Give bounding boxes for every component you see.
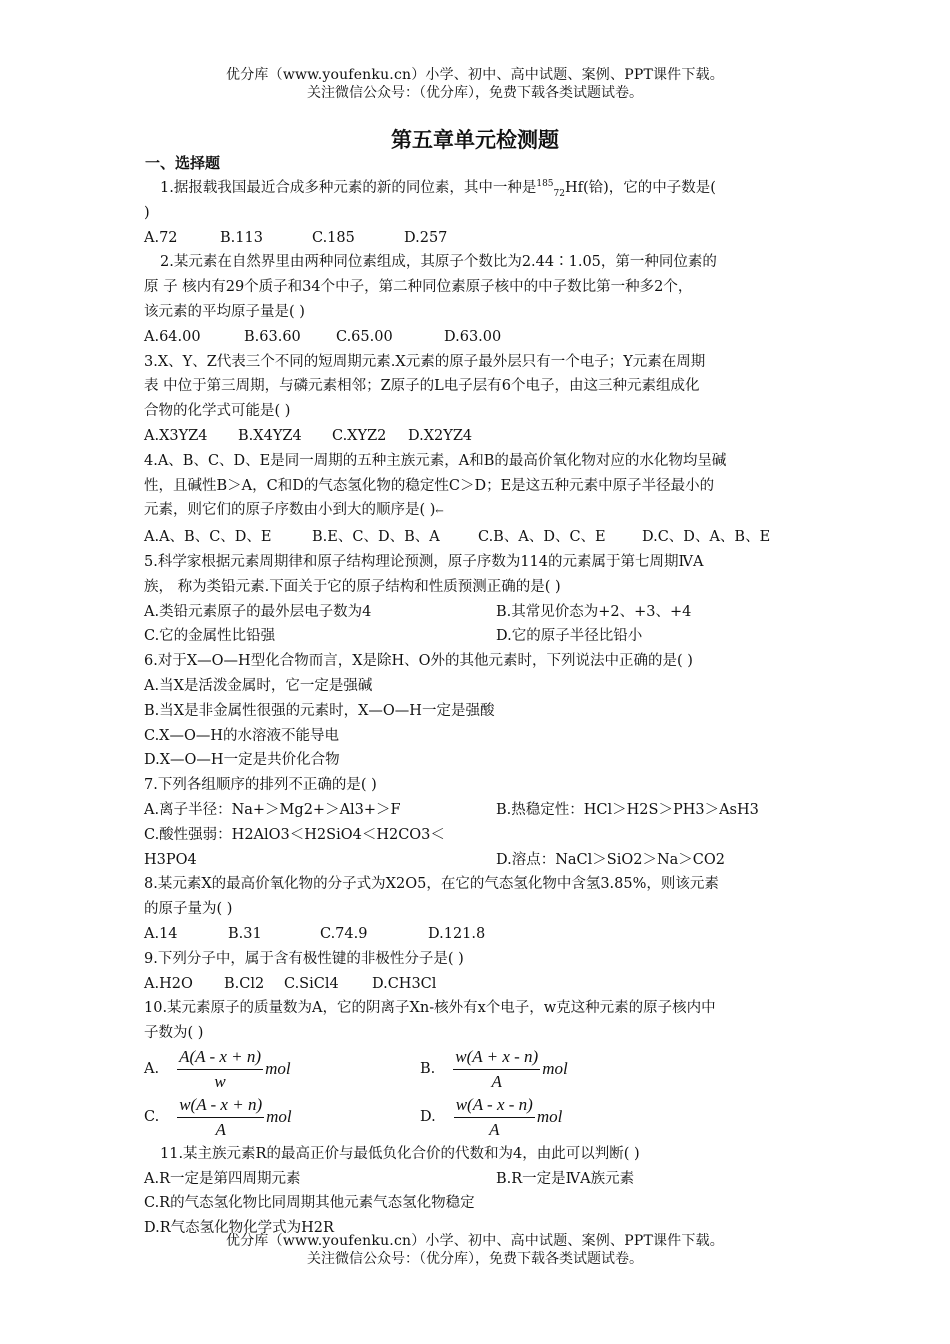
fraction: $\frac{A(A - x + n)}{w}$ xyxy=(179,1047,262,1092)
question-list: 1.据报载我国最近合成多种元素的新的同位素，其中一种是$^{185}_{72}$Hf(铪)，它的中子数是( ) A.72 B.113 C.185 D.257 2.某元素在自然界里由两种同位素组成，其原子个数比为2.44∶1.05，第一种同位素的 原 子 核内有29个质子和34个中子，第二种同位素原子核中的中子数比第一种多2个， 该元素的平均原子量是( ) A.64.00 B.63.60 C.65.00 D.63.00 3.X、Y、Z代表三个不同的短周期元素.X元素的原子最外层只有一个电子；Y元素在周期 表 中位于第三周期，与磷元素相邻；Z原子的L电子层有6个电子，由这三种元素组成化 合物的化学式可能是( ) A.X3YZ4 B.X4YZ4 C.XYZ2 D.X2YZ4 4.A、B、C、D、E是同一周期的五种主族元素，A和B的最高价氧化物对应的水化物均呈碱 性，且碱性B＞A，C和D的气态氢化物的稳定性C＞D；E是这五种元素中原子半径最小的 元素，则它们的原子序数由小到大的顺序是( )← A.A、B、C、D、E B.E、C、D、B、A C.B、A、D、C、E D.C、D、A、B、E 5.科学家根据元素周期律和原子结构理论预测，原子序数为114的元素属于第七周期ⅣA 族， 称为类铅元素.下面关于它的原子结构和性质预测正确的是( ) A.类铅元素原子的最外层电子数为4 B.其常见价态为+2、+3、+4 C.它的金属性比铅强 D.它的原子半径比铅小 6.对于X—O—H型化合物而言，X是除H、O外的其他元素时，下列说法中正确的是( ) A.当X是活泼金属时，它一定是强碱 B.当X是非金属性很强的元素时，X—O—H一定是强酸 C.X—O—H的水溶液不能导电 D.X—O—H一定是共价化合物 7.下列各组顺序的排列不正确的是( ) A.离子半径：Na+＞Mg2+＞Al3+＞F B.热稳定性：HCl＞H2S＞PH3＞AsH3 C.酸性强弱：H2AlO3＜H2SiO4＜H2CO3＜H3PO4 D.溶点：NaCl＞SiO2＞Na＞CO2 8.某元素X的最高价氧化物的分子式为X2O5，在它的气态氢化物中含氢3.85%，则该元素 的原子量为( ) A.14 B.31 C.74.9 D.121.8 9.下列分子中，属于含有极性键的非极性分子是( ) A.H2O B.Cl2 C.SiCl4 D.CH3Cl 10.某元素原子的质量数为A，它的阴离子Xn-核外有x个电子，w克这种元素的原子核内中 子数为( ) A. $\frac{A(A - x + n)}{w}$ mol B. $\frac{w(A + x - n)}{A}$ mol C. $\frac{w(A - x + n)}{A}$ mol D. $\frac{w(A - x - n)}{A}$ mol 11.某主族元素R的最高正价与最低负化合价的代数和为4，由此可以判断( ) A.R一定是第四周期元素 B.R一定是ⅣA族元素 C.R的气态氢化物比同周期其他元素气态氢化物稳定 D.R气态氢化物化学式为H2R xyxy=(144,176,812,1241)
question-10-options-ab xyxy=(144,1046,812,1094)
question-4: 4.A、B、C、D、E是同一周期的五种主族元素，A和B的最高价氧化物对应的水化物均呈碱 xyxy=(144,452,727,469)
section-heading: 一、选择题 xyxy=(145,154,221,172)
option-b[interactable]: B.当X是非金属性很强的元素时，X—O—H一定是强酸 xyxy=(144,702,495,719)
page-header xyxy=(0,66,950,102)
option-c[interactable]: C.65.00 xyxy=(336,328,393,345)
edit-mark: ← xyxy=(435,506,444,518)
option-d[interactable]: D. $\frac{w(A - x - n)}{A}$ mol xyxy=(420,1095,563,1140)
header-line-2: 关注微信公众号：（优分库），免费下载各类试题试卷。 xyxy=(307,85,643,101)
option-c[interactable]: C.它的金属性比铅强 xyxy=(144,628,276,645)
question-11: 11.某主族元素R的最高正价与最低负化合价的代数和为4，由此可以判断( ) xyxy=(160,1145,640,1162)
option-c[interactable]: C.X—O—H的水溶液不能导电 xyxy=(144,727,340,744)
option-b[interactable]: B.热稳定性：HCl＞H2S＞PH3＞AsH3 xyxy=(496,801,759,818)
option-d[interactable]: D.溶点：NaCl＞SiO2＞Na＞CO2 xyxy=(496,851,726,868)
option-a[interactable]: A.64.00 xyxy=(144,328,201,345)
question-4-options xyxy=(144,525,812,550)
option-b[interactable]: B.63.60 xyxy=(244,328,301,345)
option-b[interactable]: B.31 xyxy=(228,925,262,942)
option-a[interactable]: A.H2O xyxy=(144,975,193,992)
option-b[interactable]: B.113 xyxy=(220,229,263,246)
option-d[interactable]: D.63.00 xyxy=(444,328,502,345)
fraction: $\frac{w(A + x - n)}{A}$ xyxy=(455,1047,539,1092)
question-6: 6.对于X—O—H型化合物而言，X是除H、O外的其他元素时，下列说法中正确的是( ) xyxy=(144,653,693,670)
option-d[interactable]: D.C、D、A、B、E xyxy=(642,529,771,546)
option-c[interactable]: C.XYZ2 xyxy=(332,427,387,444)
option-c[interactable]: C.74.9 xyxy=(320,925,368,942)
question-7: 7.下列各组顺序的排列不正确的是( ) xyxy=(144,777,377,794)
option-b[interactable]: B.E、C、D、B、A xyxy=(312,529,440,546)
header-line-1: 优分库（www.youfenku.cn）小学、初中、高中试题、案例、PPT课件下载。 xyxy=(226,67,724,83)
option-a[interactable]: A. $\frac{A(A - x + n)}{w}$ mol xyxy=(144,1047,291,1092)
question-9-options xyxy=(144,972,812,997)
question-10-options-cd xyxy=(144,1094,812,1142)
option-d[interactable]: D.它的原子半径比铅小 xyxy=(496,628,643,645)
fraction: $\frac{w(A - x - n)}{A}$ xyxy=(455,1095,533,1140)
option-d[interactable]: D.X2YZ4 xyxy=(408,427,473,444)
option-b[interactable]: B.R一定是ⅣA族元素 xyxy=(496,1170,635,1187)
option-c[interactable]: C. $\frac{w(A - x + n)}{A}$ mol xyxy=(144,1095,292,1140)
question-1-options xyxy=(144,226,812,251)
question-8: 8.某元素X的最高价氧化物的分子式为X2O5，在它的气态氢化物中含氢3.85%，则该元素 xyxy=(144,876,719,893)
option-d[interactable]: D.X—O—H一定是共价化合物 xyxy=(144,752,340,769)
page-footer xyxy=(0,1232,950,1268)
option-b[interactable]: B.Cl2 xyxy=(224,975,265,992)
question-1: 1.据报载我国最近合成多种元素的新的同位素，其中一种是$^{185}_{72}$Hf(铪)，它的中子数是( xyxy=(160,179,716,199)
question-1-cont: ) xyxy=(144,204,150,221)
option-a[interactable]: A.72 xyxy=(144,229,178,246)
option-b[interactable]: B.X4YZ4 xyxy=(238,427,302,444)
option-a[interactable]: A.离子半径：Na+＞Mg2+＞Al3+＞F xyxy=(144,801,401,818)
option-a[interactable]: A.R一定是第四周期元素 xyxy=(144,1170,301,1187)
question-3: 3.X、Y、Z代表三个不同的短周期元素.X元素的原子最外层只有一个电子；Y元素在周期 xyxy=(144,353,706,370)
fraction: $\frac{w(A - x + n)}{A}$ xyxy=(179,1095,263,1140)
page-title: 第五章单元检测题 xyxy=(391,127,559,152)
option-c[interactable]: C.185 xyxy=(312,229,355,246)
option-d[interactable]: D.CH3Cl xyxy=(372,975,437,992)
question-2: 2.某元素在自然界里由两种同位素组成，其原子个数比为2.44∶1.05，第一种同位素的 xyxy=(160,254,717,271)
option-a[interactable]: A.X3YZ4 xyxy=(144,427,208,444)
option-c[interactable]: C.酸性强弱：H2AlO3＜H2SiO4＜H2CO3＜H3PO4 xyxy=(144,826,445,868)
option-b[interactable]: B. $\frac{w(A + x - n)}{A}$ mol xyxy=(420,1047,568,1092)
option-c[interactable]: C.SiCl4 xyxy=(284,975,339,992)
option-d[interactable]: D.121.8 xyxy=(428,925,486,942)
option-a[interactable]: A.当X是活泼金属时，它一定是强碱 xyxy=(144,677,373,694)
question-8-options xyxy=(144,922,812,947)
option-d[interactable]: D.R气态氢化物化学式为H2R xyxy=(144,1220,334,1237)
question-10: 10.某元素原子的质量数为A，它的阴离子Xn-核外有x个电子，w克这种元素的原子核内中 xyxy=(144,1000,716,1017)
option-a[interactable]: A.A、B、C、D、E xyxy=(144,529,272,546)
option-c[interactable]: C.R的气态氢化物比同周期其他元素气态氢化物稳定 xyxy=(144,1195,475,1212)
question-3-options xyxy=(144,424,812,449)
footer-line-2: 关注微信公众号：（优分库），免费下载各类试题试卷。 xyxy=(307,1251,643,1267)
question-9: 9.下列分子中，属于含有极性键的非极性分子是( ) xyxy=(144,950,464,967)
option-a[interactable]: A.14 xyxy=(144,925,178,942)
question-5: 5.科学家根据元素周期律和原子结构理论预测，原子序数为114的元素属于第七周期ⅣA xyxy=(144,553,704,570)
option-b[interactable]: B.其常见价态为+2、+3、+4 xyxy=(496,603,692,620)
option-c[interactable]: C.B、A、D、C、E xyxy=(478,529,606,546)
option-d[interactable]: D.257 xyxy=(404,229,448,246)
question-2-options xyxy=(144,325,812,350)
footer-line-1: 优分库（www.youfenku.cn）小学、初中、高中试题、案例、PPT课件下载。 xyxy=(226,1233,724,1249)
option-a[interactable]: A.类铅元素原子的最外层电子数为4 xyxy=(144,603,372,620)
